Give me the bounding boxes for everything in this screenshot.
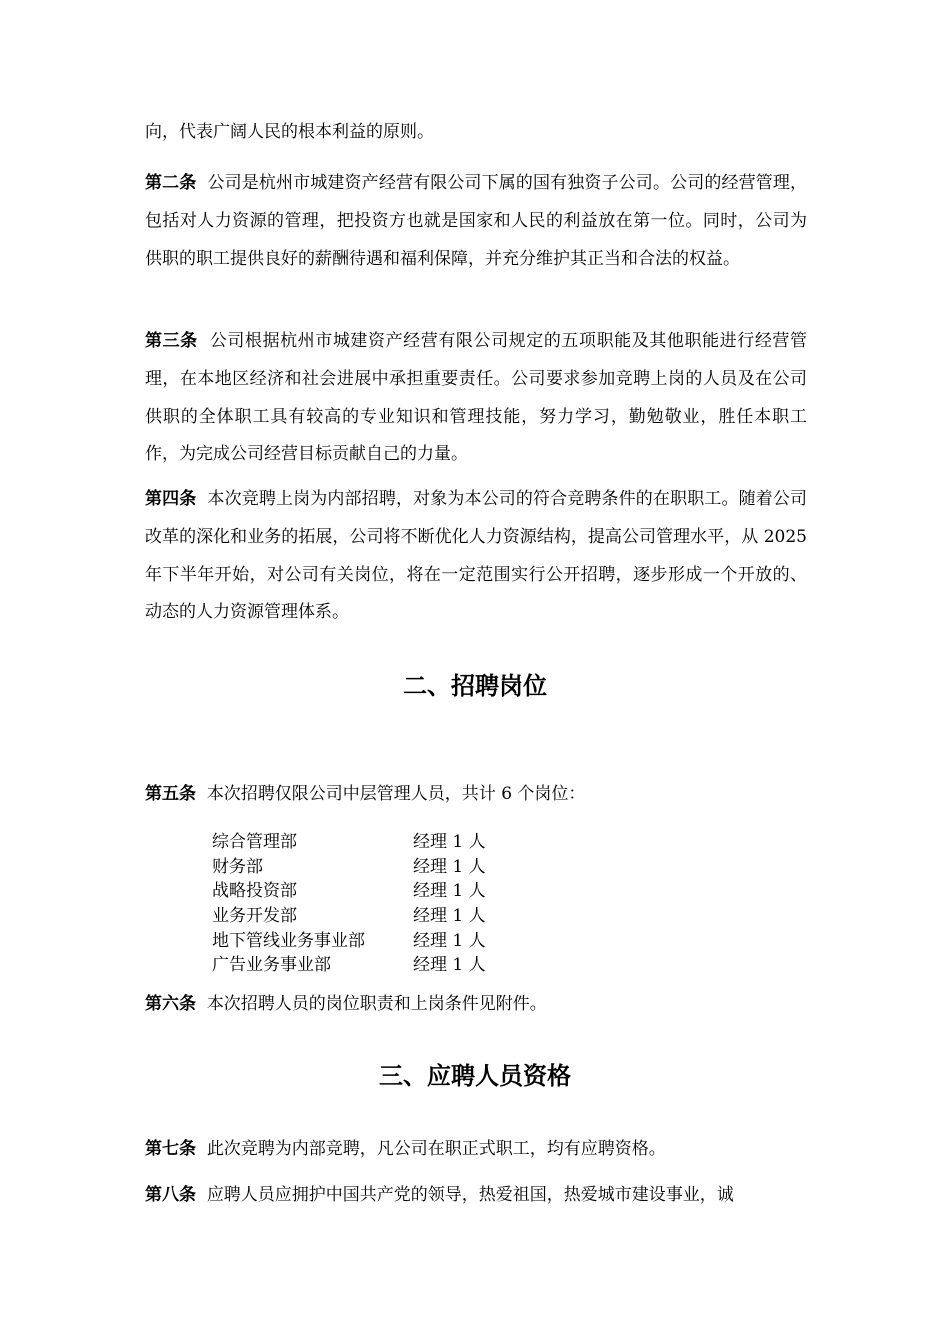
article-7 — [145, 1131, 807, 1169]
list-item — [212, 953, 486, 978]
article-label: 第二条 — [145, 173, 197, 193]
article-label: 第三条 — [145, 331, 198, 351]
article-text: 本次招聘仅限公司中层管理人员，共计 6 个岗位： — [206, 784, 586, 804]
article-3 — [145, 323, 807, 474]
article-label: 第八条 — [145, 1185, 196, 1205]
department-name: 广告业务事业部 — [212, 955, 331, 976]
position-count: 经理 1 人 — [413, 856, 486, 877]
position-count: 经理 1 人 — [413, 930, 486, 951]
article-8 — [145, 1177, 807, 1215]
position-count: 经理 1 人 — [413, 881, 486, 902]
article-4 — [145, 481, 807, 632]
list-item — [212, 855, 486, 880]
department-name: 地下管线业务事业部 — [212, 930, 365, 951]
department-name: 综合管理部 — [212, 832, 297, 852]
article-text: 此次竞聘为内部竞聘，凡公司在职正式职工，均有应聘资格。 — [206, 1139, 666, 1159]
section-heading-qualifications: 三、应聘人员资格 — [379, 1061, 571, 1090]
list-item — [212, 929, 486, 954]
article-text: 应聘人员应拥护中国共产党的领导，热爱祖国，热爱城市建设事业，诚 — [206, 1185, 734, 1205]
list-item — [212, 904, 486, 929]
position-count: 经理 1 人 — [413, 906, 486, 927]
department-name: 战略投资部 — [212, 881, 297, 902]
article-6 — [145, 986, 807, 1024]
section-heading-positions: 二、招聘岗位 — [403, 671, 547, 700]
position-count: 经理 1 人 — [413, 832, 486, 852]
article-text: 本次招聘人员的岗位职责和上岗条件见附件。 — [206, 994, 547, 1014]
list-item — [212, 879, 486, 904]
article-text: 本次竞聘上岗为内部招聘，对象为本公司的符合竞聘条件的在职职工。随着公司改革的深化和业务的拓展，公司将不断优化人力资源结构，提高公司管理水平，从 2025 年下半年开始，对公司有关岗位，将在一定范围实行公开招聘，逐步形成一个开放的、动态的人力资源管理体系。 — [145, 489, 808, 623]
article-label: 第五条 — [145, 784, 196, 804]
position-count: 经理 1 人 — [413, 955, 486, 976]
article-label: 第六条 — [145, 994, 196, 1014]
article-text: 公司根据杭州市城建资产经营有限公司规定的五项职能及其他职能进行经营管理，在本地区经济和社会进展中承担重要责任。公司要求参加竞聘上岗的人员及在公司供职的全体职工具有较高的专业知识和管理技能，努力学习，勤勉敬业，胜任本职工作，为完成公司经营目标贡献自己的力量。 — [145, 331, 808, 465]
department-name: 财务部 — [212, 856, 263, 877]
article-label: 第四条 — [145, 489, 197, 509]
list-item — [212, 830, 486, 855]
department-name: 业务开发部 — [212, 906, 297, 927]
article-text: 公司是杭州市城建资产经营有限公司下属的国有独资子公司。公司的经营管理，包括对人力资源的管理，把投资方也就是国家和人民的利益放在第一位。同时，公司为供职的职工提供良好的薪酬待遇和福利保障，并充分维护其正当和合法的权益。 — [145, 173, 808, 269]
article-label: 第七条 — [145, 1139, 196, 1159]
paragraph-continuation: 向，代表广阔人民的根本利益的原则。 — [145, 122, 434, 142]
positions-list — [212, 830, 486, 978]
article-5 — [145, 776, 807, 814]
article-2 — [145, 165, 807, 278]
